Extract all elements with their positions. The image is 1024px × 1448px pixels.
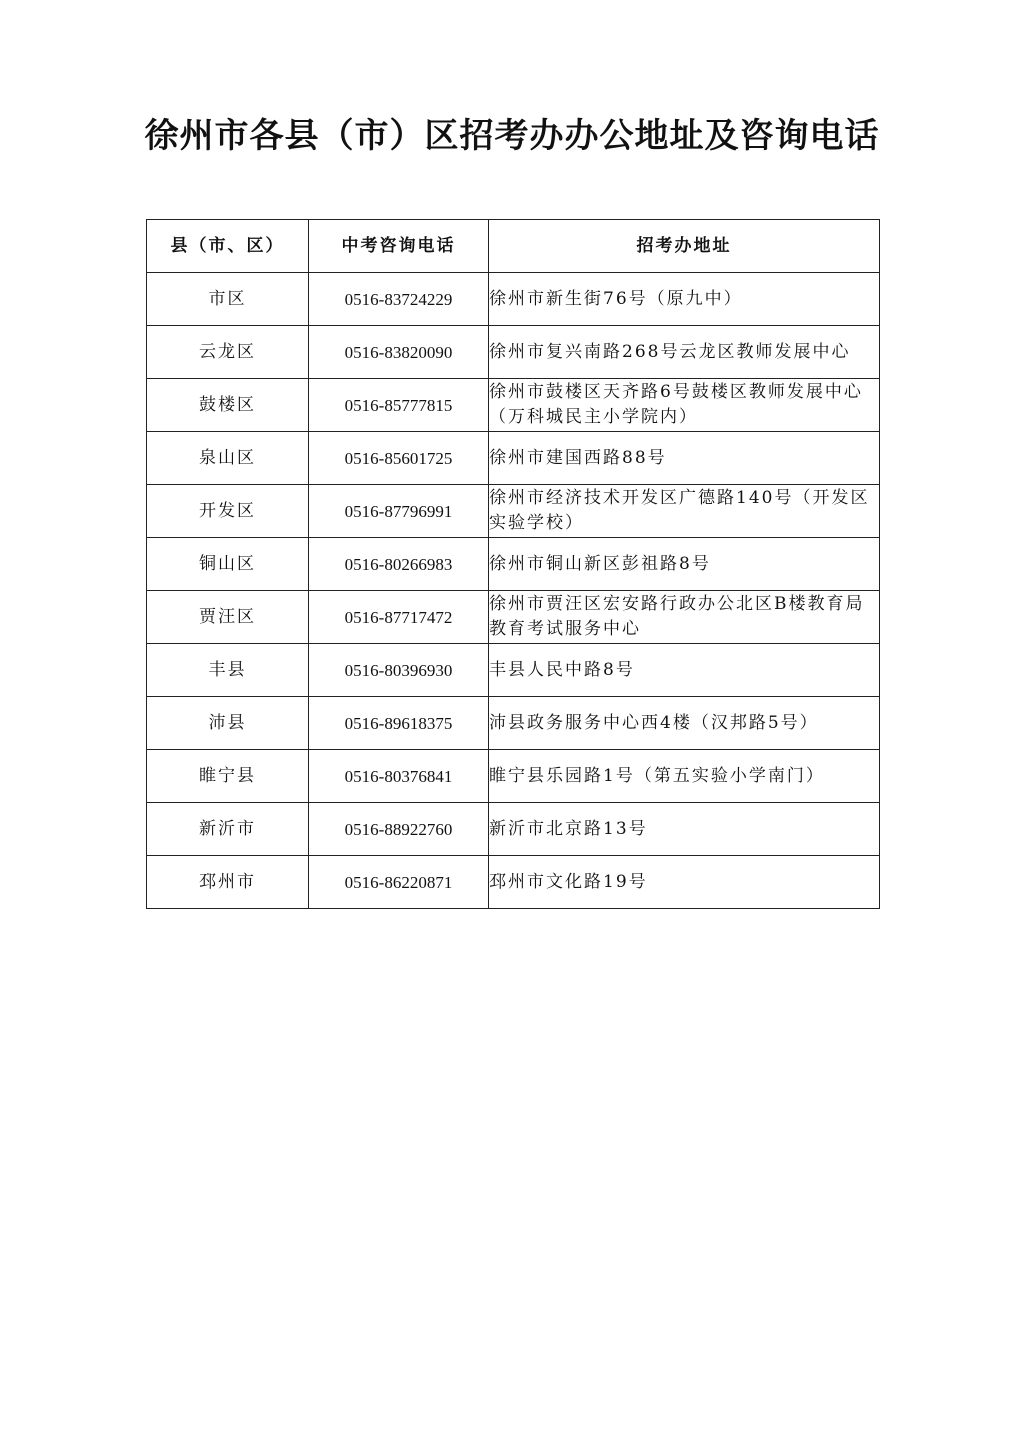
phone-cell: 0516-89618375 xyxy=(309,697,489,750)
county-cell: 泉山区 xyxy=(147,432,309,485)
table-row xyxy=(147,432,880,485)
county-cell: 铜山区 xyxy=(147,538,309,591)
county-cell: 贾汪区 xyxy=(147,591,309,644)
county-cell: 新沂市 xyxy=(147,803,309,856)
county-cell: 开发区 xyxy=(147,485,309,538)
address-cell: 徐州市复兴南路268号云龙区教师发展中心 xyxy=(489,326,880,379)
phone-cell: 0516-80376841 xyxy=(309,750,489,803)
column-header-address: 招考办地址 xyxy=(489,220,880,273)
table-row xyxy=(147,856,880,909)
county-cell: 市区 xyxy=(147,273,309,326)
phone-cell: 0516-85777815 xyxy=(309,379,489,432)
phone-cell: 0516-86220871 xyxy=(309,856,489,909)
phone-cell: 0516-83820090 xyxy=(309,326,489,379)
table-row xyxy=(147,697,880,750)
county-cell: 邳州市 xyxy=(147,856,309,909)
address-cell: 徐州市新生街76号（原九中） xyxy=(489,273,880,326)
address-cell: 徐州市贾汪区宏安路行政办公北区B楼教育局教育考试服务中心 xyxy=(489,591,880,644)
phone-cell: 0516-87717472 xyxy=(309,591,489,644)
county-cell: 沛县 xyxy=(147,697,309,750)
table-row xyxy=(147,644,880,697)
address-cell: 新沂市北京路13号 xyxy=(489,803,880,856)
table-header-row xyxy=(147,220,880,273)
table-row xyxy=(147,803,880,856)
county-cell: 鼓楼区 xyxy=(147,379,309,432)
phone-cell: 0516-80266983 xyxy=(309,538,489,591)
page-title: 徐州市各县（市）区招考办办公地址及咨询电话 xyxy=(144,116,880,156)
address-cell: 徐州市鼓楼区天齐路6号鼓楼区教师发展中心（万科城民主小学院内） xyxy=(489,379,880,432)
address-cell: 邳州市文化路19号 xyxy=(489,856,880,909)
phone-cell: 0516-88922760 xyxy=(309,803,489,856)
table-row xyxy=(147,538,880,591)
county-cell: 睢宁县 xyxy=(147,750,309,803)
table-row xyxy=(147,591,880,644)
address-cell: 沛县政务服务中心西4楼（汉邦路5号） xyxy=(489,697,880,750)
table-row xyxy=(147,326,880,379)
county-cell: 云龙区 xyxy=(147,326,309,379)
address-cell: 徐州市建国西路88号 xyxy=(489,432,880,485)
address-cell: 徐州市经济技术开发区广德路140号（开发区实验学校） xyxy=(489,485,880,538)
phone-cell: 0516-83724229 xyxy=(309,273,489,326)
county-cell: 丰县 xyxy=(147,644,309,697)
table-row xyxy=(147,273,880,326)
phone-cell: 0516-80396930 xyxy=(309,644,489,697)
address-cell: 睢宁县乐园路1号（第五实验小学南门） xyxy=(489,750,880,803)
table-row xyxy=(147,379,880,432)
column-header-phone: 中考咨询电话 xyxy=(309,220,489,273)
address-cell: 丰县人民中路8号 xyxy=(489,644,880,697)
table-row xyxy=(147,750,880,803)
phone-cell: 0516-85601725 xyxy=(309,432,489,485)
address-cell: 徐州市铜山新区彭祖路8号 xyxy=(489,538,880,591)
column-header-county: 县（市、区） xyxy=(147,220,309,273)
contact-table xyxy=(146,219,880,909)
table-row xyxy=(147,485,880,538)
phone-cell: 0516-87796991 xyxy=(309,485,489,538)
